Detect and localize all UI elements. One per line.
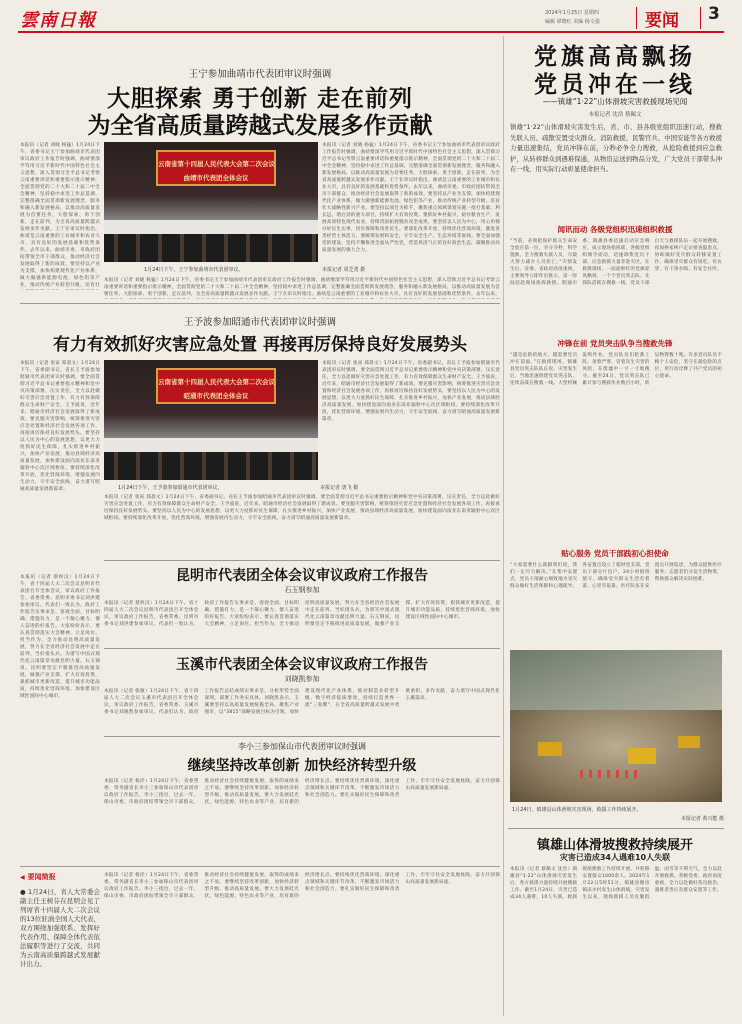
b1-rescue-photo [510,650,722,802]
b1-byline: 本报记者 沈浩 蔡佩文 [588,112,642,118]
a1-photo-credit: 本报记者 周芝勇 摄 [322,267,366,273]
b2-body: 本报讯（记者 蔡佩文 沈浩）镇雄县“1·22”山体滑坡灾害发生后，各方救援力量持续开展搜救工作。截至1月24日，灾害已造成34人遇难，10人失联。救援现场搜救工作持续开展，共转移安置群众1000余人。2024年1月22日5时51分，镇雄县塘房镇凉水村发生山体滑坡，灾害发生以来，现场救援人员克服低温、雨雪等不利天气，全力以赴开展救援。各级党委、政府高度重视，全力以赴做好伤员救治、遇难者善后及群众安置等工作。 [510,867,722,900]
b1-photo-caption: 1月24日，镇雄县山体滑坡灾害现场，救援工作持续展开。 [512,807,642,813]
b1-title-line2: 党员冲在一线 [534,72,696,98]
a2-photo-credit: 本报记者 唐飞 摄 [320,485,359,491]
header-rule [18,31,724,33]
a4-divider [104,736,500,737]
brief-divider [20,866,500,867]
photo-people [104,452,318,480]
b1-sec2-body: “越是危险的地方，越需要党员冲在前面。”在救援现场，镇雄县党员突击队队长说。灾害发生后，当地迅速组建党员突击队，连续奋战在搜救一线。大型机械轰鸣作业，党员队员们轮番上阵，顶着严寒、冒着次生灾害的风险，在废墟中一寸一寸地搜寻。截至24日，党员突击队已累计参与搜救作业数百小时，转运物资数十吨。许多党员队员不顾个人安危，坚守在最危险的点位，用行动诠释了共产党员的初心使命。 [510,353,722,386]
photo-table [104,438,318,452]
photo-hillside [510,650,722,710]
b1-sec1-body: “当前，必须把保护群众生命安全放在第一位，争分夺秒，科学施救，全力搜救失联人员，尽最大努力减少人员伤亡。”灾情发生后，省委、省政府高度重视，主要领导立即作出批示，第一时间赶赴现场指挥救援。昭通市委、镇雄县委迅速启动应急响应，成立现场指挥部，各级党组织闻令而动，迅速调集党员干部、应急救援力量奔赴灾区。在救援现场，一面面鲜红的党旗迎风飘扬，一个个党员突击队、先锋队活跃在搜救一线。党员干部白天与救援队伍一起开展搜救，夜间挨家挨户走访排查隐患点，协助做好受灾群众转移安置工作，确保受灾群众有饭吃、有衣穿、有干净水喝、有安全住所。 [510,239,722,286]
b1-photo-credit: 本报记者 黄兴能 摄 [680,816,724,822]
a4-title: 玉溪市代表团全体会议审议政府工作报告 [176,657,428,673]
a1-kicker: 王宁参加曲靖市代表团审议时强调 [188,69,332,80]
photo-excavator-3 [678,736,700,748]
column-separator [503,36,504,1016]
a1-divider [20,303,500,304]
photo-table [104,220,318,234]
photo-people [104,234,318,262]
a3-byline: 石玉钢参加 [284,586,320,594]
a2-photo [104,360,318,480]
section-divider-2 [700,7,701,29]
photo-banner [156,150,276,186]
a5-kicker: 李小三参加保山市代表团审议时强调 [238,742,366,751]
a2-body-col3: 本报讯（记者 张寅 郑晨文）1月24日下午，省委副书记、省长王予波参加昭通市代表团审议时强调，要全面贯彻习近平总书记重要指示精神和党中央决策部署，压实责任，全力以赴做好灾害应急处置工作，有力有效保障群众生命财产安全。王予波说，近年来，昭通市经济社会发展取得了新成效。要克服灾害影响，统筹推进灾害应急处置和经济社会发展各项工作，再接再厉保持良好发展势头。要坚持以人民为中心的发展思想，以更大力度抓好民生保障，扎实推进乡村振兴，加快产业发展，推动县域经济高质量发展，加快建设面向南亚东南亚辐射中心次区域枢纽。要持续深化改革开放，优化营商环境，增强发展内生动力，守牢安全底线，奋力谱写昭通高质量发展新篇章。 [322,361,500,422]
a5-body: 本报讯（记者 杨洋）1月24日下午，省委常委、常务副省长李小三参加保山市代表团审议政府工作报告。李小三指出，过去一年，保山市委、市政府团结带领全市干部群众，推动经济社会持续健康发展，取得的成绩来之不易。要继续坚持改革创新，加快经济转型升级，推动高质量发展。要大力发展硅光伏、绿色能源、特色农业等产业，培育新的经济增长点。要持续优化营商环境，深化重点领域和关键环节改革，不断激发市场活力和社会创造力。要扎实做好民生保障和改善工作，牢牢守住安全发展底线，奋力开创保山高质量发展新局面。 [104,779,500,805]
a2-body-bottom: 本报讯（记者 张寅 郑晨文）1月24日下午，省委副书记、省长王予波参加昭通市代表团审议时强调，要全面贯彻习近平总书记重要指示精神和党中央决策部署，压实责任，全力以赴做好灾害应急处置工作，有力有效保障群众生命财产安全。王予波说，近年来，昭通市经济社会发展取得了新成效。要克服灾害影响，统筹推进灾害应急处置和经济社会发展各项工作，再接再厉保持良好发展势头。要坚持以人民为中心的发展思想，以更大力度抓好民生保障，扎实推进乡村振兴，加快产业发展，推动县域经济高质量发展，加快建设面向南亚东南亚辐射中心次区域枢纽。要持续深化改革开放，优化营商环境，增强发展内生动力，守牢安全底线，奋力谱写昭通高质量发展新篇章。 [104,495,500,521]
a3-body: 本报讯（记者 蔡侯汉）1月24日下午，省十四届人大二次会议昆明市代表团召开全体会议，审议政府工作报告。省委常委、昆明市委书记刘洪建参加审议。代表们一致认为，政府工作报告实事求是、客观全面，目标明确、措施有力，是一个凝心聚力、催人奋进的好报告。大家纷纷表示，要认真贯彻落实大会精神，立足岗位、担当作为，全力推动昆明高质量发展，努力在全省经济社会发展中走在前列、当好排头兵，为谱写中国式现代化云南篇章贡献昆明力量。石玉钢说，昆明要坚定不移推进高质量发展，做强产业支撑、扩大有效投资，狠抓城市更新改造，提升城市功能品质，持续优化营商环境，加快建设区域性国际中心城市。 [104,601,500,627]
a2-divider [104,560,500,561]
a5-title: 继续坚持改革创新 加快经济转型升级 [187,758,417,774]
b2-title: 镇雄山体滑坡搜救持续展开 [536,838,693,853]
b1-sec3-body: “大家需要什么就跟我们说，我们一定尽力解决。”在集中安置点，党员干部耐心细致地为受灾群众做好生活保障和心理疏导。各安置点设立了临时党支部，党员干部分片包户，24小时值班值守，确保受灾群众生活有着落、心里有依靠。医疗队伍在安置点开展巡诊，为群众提供医疗服务；志愿者们分发生活物资，帮助群众解决实际困难。 [510,563,722,589]
header-date: 2024年1月25日 星期四 [545,10,599,16]
masthead-text: 雲南日報 [20,10,96,31]
photo-mud [510,710,722,802]
banner-line1: 云南省第十四届人民代表大会第二次会议 [158,160,275,168]
b2-subtitle: 灾害已造成34人遇难10人失联 [559,853,671,862]
b1-sec2: 冲锋在前 党员突击队争当搜救先锋 [557,339,673,348]
page-number: 3 [708,4,720,24]
brief-label-text: 要闻简报 [27,873,56,881]
a2-title: 有力有效抓好灾害应急处置 再接再厉保持良好发展势头 [53,335,467,355]
a4-byline: 刘晓凯参加 [284,675,320,683]
section-label: 要闻 [645,11,679,31]
a1-photo-caption: 1月24日下午，王宁参加曲靖市代表团审议。 [144,267,244,273]
a2-kicker: 王予波参加昭通市代表团审议时强调 [183,317,336,328]
header-editors: 编辑 谭晓红 美编 杨文强 [545,19,600,25]
brief-arrow-icon: ◀ [20,873,25,881]
b1-lead: 镇雄“1·22”山体滑坡灾害发生后，省、市、县各级党组织迅速行动，搜救失联人员、疏散安置受灾群众、消防救援、民警官兵、中国安能等各方救援力量迅速集结，党员冲锋在前，分秒必争全力搜救，从抢险救援到应急救护，从转移群众到遇难保通，从物资运送到物品分发，广大党员干部带头冲在一线，用实际行动彰显使命担当。 [510,123,722,173]
a1-photo [104,142,318,262]
photo-workers [580,770,640,778]
b2-divider [508,828,724,829]
a1-body-col1: 本报讯（记者 刘晓 杨猛）1月24日下午，省委书记王宁参加曲靖市代表团审议政府工作报告时强调，曲靖要深学笃用习近平新时代中国特色社会主义思想，深入贯彻习近平总书记考察云南重要讲话和重要指示批示精神，全面贯彻党的二十大和二十届二中全会精神，坚持稳中求进工作总基调，完整准确全面贯彻新发展理念，服务和融入新发展格局，以推动高质量发展为首要任务，大胆探索、勇于创新，走在前列，为全省高质量跨越式发展多作贡献。王宁在审议时指出，曲靖是云南重要的工业城市和农业大市，具有良好的发展基础和优势条件。去年以来，曲靖市委、市政府团结带领全市干部群众，推动经济社会发展取得了新的成效。要坚持以产业为支撑，加快构建现代化产业体系，做大做强新能源电池、绿色铝等产业，推动传统产业转型升级，培育壮 [20,143,100,288]
banner-line2: 曲靖市代表团全体会议 [183,174,249,182]
photo-banner [156,368,276,404]
a1-title-line2: 为全省高质量跨越式发展多作贡献 [87,113,433,139]
b1-sec1: 闻讯而动 各级党组织迅速组织救援 [557,225,673,234]
masthead-logo[interactable] [20,6,100,31]
brief-box [20,872,100,1012]
brief-body: ● 1月24日，省人大常委会副主任王树芬在昆明会见了列席省十四届人大二次会议的13位驻滇全国人大代表，双方围绕加强联系、发挥好代表作用、保障全体代表依法履职等进行了交流，共同为云南高质量跨越式发展献计出力。 [20,888,100,968]
banner-line2: 昭通市代表团全体会议 [183,392,249,400]
a3-title: 昆明市代表团全体会议审议政府工作报告 [176,568,428,584]
bottom-body: 本报讯（记者 杨洋）1月24日下午，省委常委、常务副省长李小三参加保山市代表团审议政府工作报告。李小三指出，过去一年，保山市委、市政府团结带领全市干部群众，推动经济社会持续健康发展，取得的成绩来之不易。要继续坚持改革创新，加快经济转型升级，推动高质量发展。要大力发展硅光伏、绿色能源、特色农业等产业，培育新的经济增长点。要持续优化营商环境，深化重点领域和关键环节改革，不断激发市场活力和社会创造力。要扎实做好民生保障和改善工作，牢牢守住安全发展底线，奋力开创保山高质量发展新局面。 [104,873,500,899]
left-col-briefs: 本报讯（记者 蔡侯汉）1月24日下午，省十四届人大二次会议昆明市代表团召开全体会议，审议政府工作报告。省委常委、昆明市委书记刘洪建参加审议。代表们一致认为，政府工作报告实事求是、客观全面，目标明确、措施有力，是一个凝心聚力、催人奋进的好报告。大家纷纷表示，要认真贯彻落实大会精神，立足岗位、担当作为，全力推动昆明高质量发展，努力在全省经济社会发展中走在前列、当好排头兵，为谱写中国式现代化云南篇章贡献昆明力量。石玉钢说，昆明要坚定不移推进高质量发展，做强产业支撑、扩大有效投资，狠抓城市更新改造，提升城市功能品质，持续优化营商环境，加快建设区域性国际中心城市。 [20,575,100,699]
a1-title-line1: 大胆探索 勇于创新 走在前列 [106,86,413,112]
a1-body-bottom: 本报讯（记者 刘晓 杨猛）1月24日下午，省委书记王宁参加曲靖市代表团审议政府工作报告时强调，曲靖要深学笃用习近平新时代中国特色社会主义思想，深入贯彻习近平总书记考察云南重要讲话和重要指示批示精神，全面贯彻党的二十大和二十届二中全会精神，坚持稳中求进工作总基调，完整准确全面贯彻新发展理念，服务和融入新发展格局，以推动高质量发展为首要任务，大胆探索、勇于创新，走在前列，为全省高质量跨越式发展多作贡献。王宁在审议时指出，曲靖是云南重要的工业城市和农业大市，具有良好的发展基础和优势条件。去年以来， [104,278,500,297]
a2-body-col1: 本报讯（记者 张寅 郑晨文）1月24日下午，省委副书记、省长王予波参加昭通市代表团审议时强调，要全面贯彻习近平总书记重要指示精神和党中央决策部署，压实责任，全力以赴做好灾害应急处置工作，有力有效保障群众生命财产安全。王予波说，近年来，昭通市经济社会发展取得了新成效。要克服灾害影响，统筹推进灾害应急处置和经济社会发展各项工作，再接再厉保持良好发展势头。要坚持以人民为中心的发展思想，以更大力度抓好民生保障，扎实推进乡村振兴，加快产业发展，推动县域经济高质量发展，加快建设面向南亚东南亚辐射中心次区域枢纽。要持续深化改革开放，优化营商环境，增强发展内生动力，守牢安全底线，奋力谱写昭通高质量发展新篇章。 [20,361,100,492]
banner-line1: 云南省第十四届人民代表大会第二次会议 [158,378,275,386]
a1-body-col3: 本报讯（记者 刘晓 杨猛）1月24日下午，省委书记王宁参加曲靖市代表团审议政府工作报告时强调，曲靖要深学笃用习近平新时代中国特色社会主义思想，深入贯彻习近平总书记考察云南重要讲话和重要指示批示精神，全面贯彻党的二十大和二十届二中全会精神，坚持稳中求进工作总基调，完整准确全面贯彻新发展理念，服务和融入新发展格局，以推动高质量发展为首要任务，大胆探索、勇于创新，走在前列，为全省高质量跨越式发展多作贡献。王宁在审议时指出，曲靖是云南重要的工业城市和农业大市，具有良好的发展基础和优势条件。去年以来，曲靖市委、市政府团结带领全市干部群众，推动经济社会发展取得了新的成效。要坚持以产业为支撑，加快构建现代化产业体系，做大做强新能源电池、绿色铝等产业，推动传统产业转型升级，培育壮大战略性新兴产业。要坚持以项目为抓手，聚焦重点领域谋划实施一批打基础、利长远、增后劲的重大项目，持续扩大有效投资。要抓好乡村振兴，稳住粮食生产，发展高原特色现代农业，持续巩固拓展脱贫攻坚成果。要坚持以人民为中心，用心用情办好民生实事，切实保障和改善民生。要深化改革开放，持续优化营商环境，激发各类经营主体活力。要统筹发展和安全，守牢安全生产、生态环境等底线。要全面加强党的建设，坚持不懈推进全面从严治党，营造风清气正的良好政治生态，凝聚推动高质量发展的强大合力。 [322,143,500,253]
photo-excavator-1 [538,742,562,756]
brief-label [20,872,100,882]
b1-sec3: 贴心服务 党员干部践初心担使命 [561,549,669,558]
a4-body: 本报讯（记者 张敏）1月24日下午，省十四届人大二次会议玉溪市代表团召开全体会议，审议政府工作报告。省委常委、玉溪市委书记刘晓凯参加审议。代表们认为，政府工作报告总结成绩实事求是，分析形势全面深刻，部署工作务实具体。刘晓凯表示，玉溪要坚持以高质量发展统揽全局，聚焦产业强市，以“3815”战略发展目标为引领，加快建设现代化产业体系，推动制造业转型升级、数字经济提质增效，持续打造世界一流“三张牌”，在全省高质量跨越式发展中勇挑重担、多作贡献，奋力谱写中国式现代化玉溪篇章。 [104,689,500,715]
b1-subtitle: ——镇雄“1·22”山体滑坡灾害救援现场见闻 [542,97,688,106]
a3-divider [104,648,500,649]
photo-excavator-2 [628,748,656,764]
b1-title-line1: 党旗高高飘扬 [534,44,696,70]
a2-photo-caption: 1月24日下午，王予波参加昭通市代表团审议。 [118,485,223,491]
section-divider [636,7,637,29]
